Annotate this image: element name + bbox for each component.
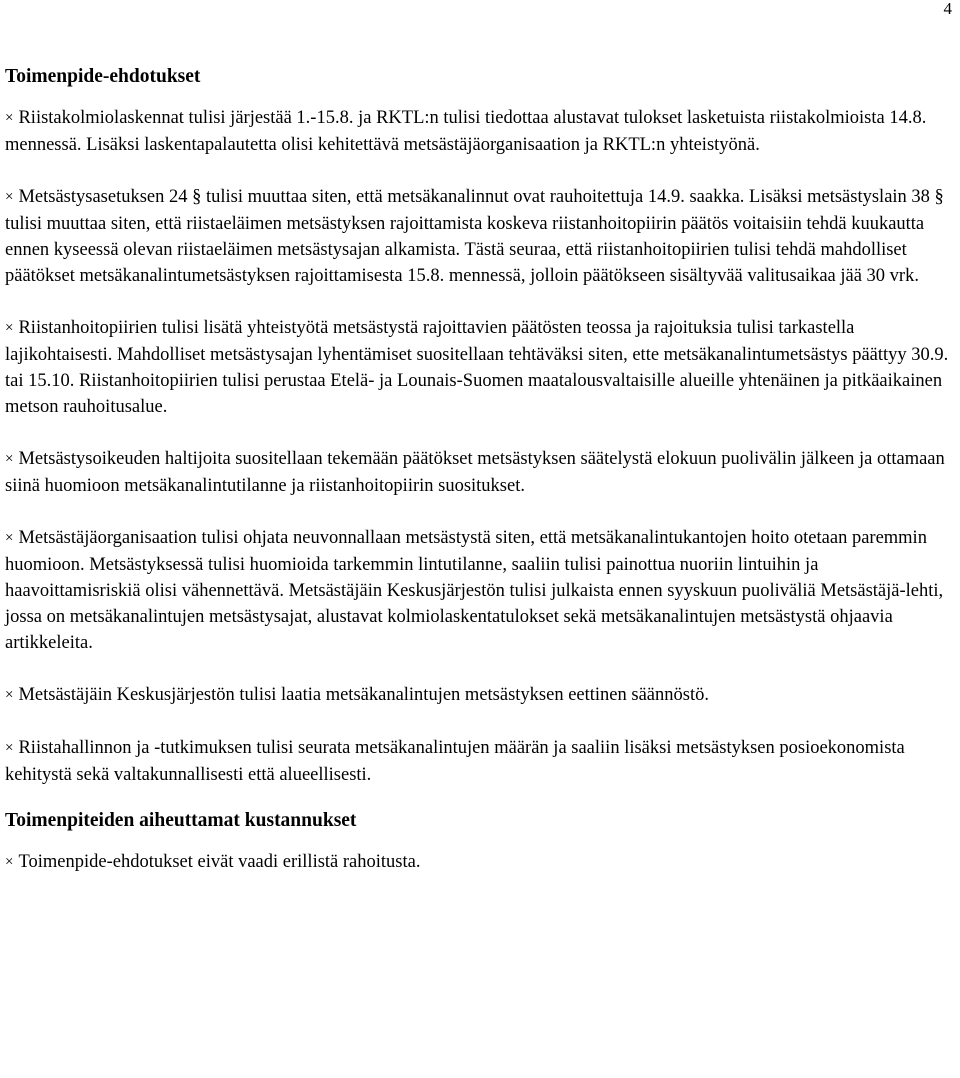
bullet-cross-icon: ×: [5, 854, 14, 870]
cost-text: Toimenpide-ehdotukset eivät vaadi erillistä rahoitusta.: [18, 852, 421, 872]
proposal-text: Metsästysoikeuden haltijoita suositellaan tekemään päätökset metsästyksen säätelystä elokuun puolivälin jälkeen ja ottamaan siinä huomioon metsäkanalintutilanne ja riistanhoitopiirin suositukset.: [5, 449, 945, 496]
proposal-item: [5, 446, 955, 499]
bullet-cross-icon: ×: [5, 740, 14, 756]
proposal-text: Metsästäjäorganisaation tulisi ohjata neuvonnallaan metsästystä siten, että metsäkanalintukantojen hoito otetaan paremmin huomioon. Metsästyksessä tulisi huomioida tarkemmin lintutilanne, saaliin tulisi painottua nuoriin lintuihin ja haavoittamisriskiä olisi vähennettävä. Metsästäjäin Keskusjärjestön tulisi julkaista ennen syyskuun puoliväliä Metsästäjä-lehti, jossa on metsäkanalintujen metsästysajat, alustavat kolmiolaskentatulokset sekä metsäkanalintujen metsästystä ohjaavia artikkeleita.: [5, 528, 944, 653]
document-body: [5, 64, 955, 876]
proposal-text: Riistanhoitopiirien tulisi lisätä yhteistyötä metsästystä rajoittavien päätösten teossa ja rajoituksia tulisi tarkastella lajikohtaisesti. Mahdolliset metsästysajan lyhentämiset suositellaan tehtäväksi siten, ette metsäkanalintumetsästys päättyy 30.9. tai 15.10. Riistanhoitopiirien tulisi perustaa Etelä- ja Lounais-Suomen maatalousvaltaisille alueille yhtenäinen ja pitkäaikainen metson rauhoitusalue.: [5, 318, 949, 417]
proposal-item: [5, 184, 955, 289]
costs-heading: Toimenpiteiden aiheuttamat kustannukset: [5, 810, 357, 831]
bullet-cross-icon: ×: [5, 110, 14, 126]
cost-item: [5, 849, 955, 876]
proposal-text: Riistahallinnon ja -tutkimuksen tulisi seurata metsäkanalintujen määrän ja saaliin lisäksi metsästyksen posioekonomista kehitystä sekä valtakunnallisesti että alueellisesti.: [5, 738, 905, 785]
proposal-text: Riistakolmiolaskennat tulisi järjestää 1.-15.8. ja RKTL:n tulisi tiedottaa alustavat tulokset lasketuista riistakolmioista 14.8. mennessä. Lisäksi laskentapalautetta olisi kehitettävä metsästäjäorganisaation ja RKTL:n yhteistyönä.: [5, 108, 927, 155]
bullet-cross-icon: ×: [5, 320, 14, 336]
proposals-heading: Toimenpide-ehdotukset: [5, 66, 201, 87]
proposal-item: [5, 682, 955, 709]
proposal-text: Metsästäjäin Keskusjärjestön tulisi laatia metsäkanalintujen metsästyksen eettinen säännöstö.: [18, 685, 709, 705]
proposal-item: [5, 315, 955, 420]
proposal-text: Metsästysasetuksen 24 § tulisi muuttaa siten, että metsäkanalinnut ovat rauhoitettuja 14.9. saakka. Lisäksi metsästyslain 38 § tulisi muuttaa siten, että riistaeläimen metsästyksen rajoittamista koskeva riistanhoitopiirin päätös voitaisiin tehdä kuukautta ennen kyseessä olevan riistaeläimen metsästysajan alkamista. Tästä seuraa, että riistanhoitopiirien tulisi tehdä mahdolliset päätökset metsäkanalintumetsästyksen rajoittamisesta 15.8. mennessä, jolloin päätökseen sisältyvää valitusaikaa jää 30 vrk.: [5, 187, 944, 286]
bullet-cross-icon: ×: [5, 451, 14, 467]
page-number: 4: [943, 0, 952, 18]
proposal-item: [5, 735, 955, 788]
proposal-item: [5, 105, 955, 158]
proposal-item: [5, 525, 955, 656]
bullet-cross-icon: ×: [5, 189, 14, 205]
bullet-cross-icon: ×: [5, 687, 14, 703]
bullet-cross-icon: ×: [5, 530, 14, 546]
